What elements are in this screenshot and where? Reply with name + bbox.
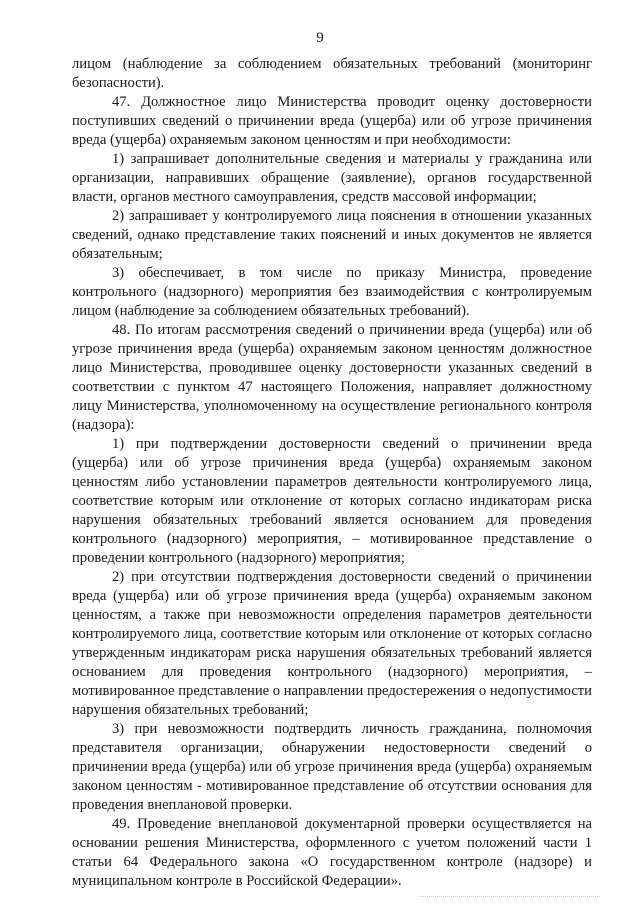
paragraph-continuation: лицом (наблюдение за соблюдением обязательных требований (мониторинг безопасности). [72,56,592,91]
page-number: 9 [316,30,324,46]
paragraph-item-47-2: 2) запрашивает у контролируемого лица пояснения в отношении указанных сведений, однако представление таких пояснений и иных документов не является обязательным; [72,208,592,262]
paragraph-item-47-3: 3) обеспечивает, в том числе по приказу Министра, проведение контрольного (надзорного) мероприятия без взаимодействия с контролируемым лицом (наблюдение за соблюдением обязательных требований). [72,265,592,319]
paragraph-item-47: 47. Должностное лицо Министерства проводит оценку достоверности поступивших сведений о причинении вреда (ущерба) или об угрозе причинения вреда (ущерба) охраняемым законом ценностям и при необходимости: [72,94,592,148]
paragraph-item-48: 48. По итогам рассмотрения сведений о причинении вреда (ущерба) или об угрозе причинения вреда (ущерба) охраняемым законом ценностям должностное лицо Министерства, проводившее оценку достоверности указанных сведений в соответствии с пунктом 47 настоящего Положения, направляет должностному лицу Министерства, уполномоченному на осуществление регионального контроля (надзора): [72,322,592,433]
document-body [72,55,592,891]
paragraph-item-48-3: 3) при невозможности подтвердить личность гражданина, полномочия представителя организации, обнаружении недостоверности сведений о причинении вреда (ущерба) или об угрозе причинения вреда (ущерба) охраняемым законом ценностям - мотивированное представление об отсутствии основания для проведения внеплановой проверки. [72,721,592,813]
paragraph-item-47-1: 1) запрашивает дополнительные сведения и материалы у гражданина или организации, направивших обращение (заявление), органов государственной власти, органов местного самоуправления, средств массовой информации; [72,151,592,205]
paragraph-item-49: 49. Проведение внеплановой документарной проверки осуществляется на основании решения Министерства, оформленного с учетом положений части 1 статьи 64 Федерального закона «О государственном контроле (надзоре) и муниципальном контроле в Российской Федерации». [72,816,592,889]
paragraph-item-48-2: 2) при отсутствии подтверждения достоверности сведений о причинении вреда (ущерба) или об угрозе причинения вреда (ущерба) охраняемым законом ценностям, а также при невозможности определения параметров деятельности контролируемого лица, соответствие которым или отклонение от которых согласно утвержденным индикаторам риска нарушения обязательных требований является основанием для проведения контрольного (надзорного) мероприятия, – мотивированное представление о направлении предостережения о недопустимости нарушения обязательных требований; [72,569,592,718]
paragraph-item-48-1: 1) при подтверждении достоверности сведений о причинении вреда (ущерба) или об угрозе причинения вреда (ущерба) охраняемым законом ценностям либо установлении параметров деятельности контролируемого лица, соответствие которым или отклонение от которых согласно индикаторам риска нарушения обязательных требований является основанием для проведения контрольного (надзорного) мероприятия, – мотивированное представление о проведении контрольного (надзорного) мероприятия; [72,436,592,566]
scan-artifact [420,896,600,899]
